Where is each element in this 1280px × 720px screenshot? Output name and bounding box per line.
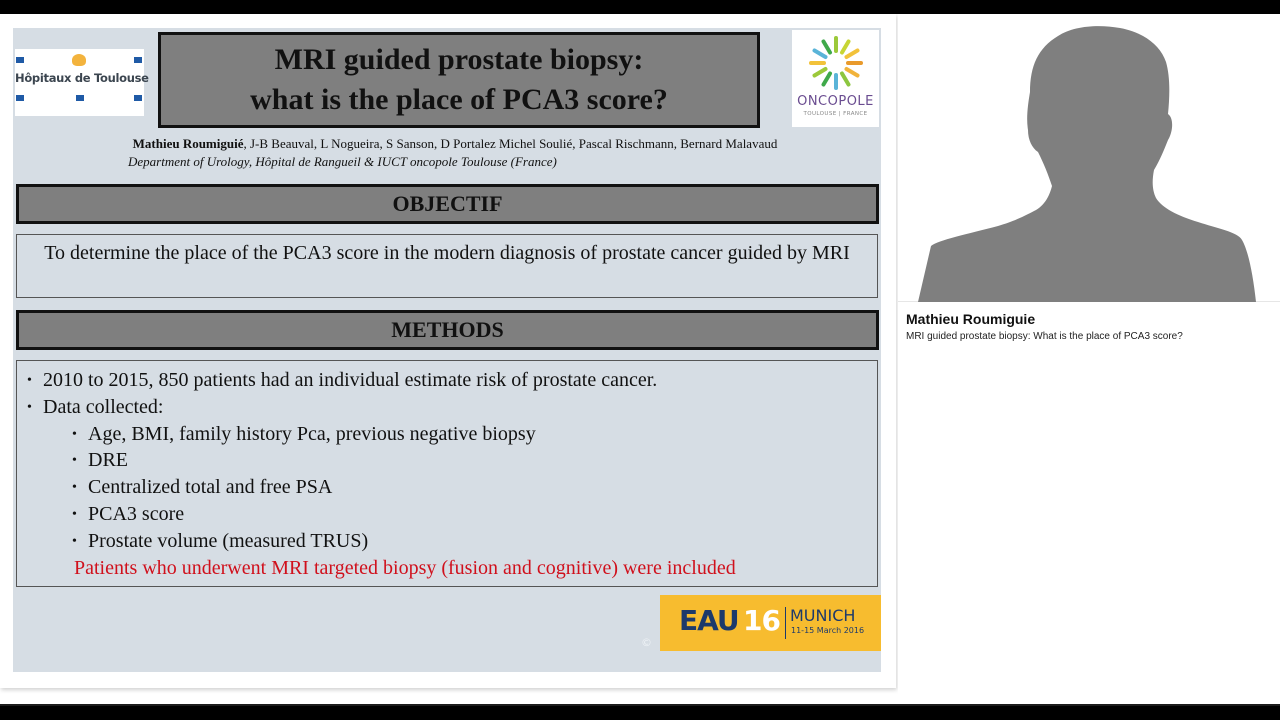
methods-heading: METHODS bbox=[16, 310, 879, 350]
methods-highlight: Patients who underwent MRI targeted biopsy (fusion and cognitive) were included bbox=[74, 557, 736, 579]
oncopole-logo-name: ONCOPOLE bbox=[797, 94, 874, 109]
oncopole-sunburst-icon bbox=[808, 34, 864, 92]
eau-text: EAU bbox=[679, 604, 739, 637]
title-line-1: MRI guided prostate biopsy: bbox=[274, 43, 644, 76]
logo-square-icon bbox=[16, 57, 24, 63]
logo-square-icon bbox=[134, 57, 142, 63]
department: Department of Urology, Hôpital de Rangueil & IUCT oncopole Toulouse (France) bbox=[128, 154, 557, 169]
person-silhouette-icon bbox=[898, 14, 1280, 302]
title-line-2: what is the place of PCA3 score? bbox=[250, 83, 668, 116]
speaker-name: Mathieu Roumiguie bbox=[906, 311, 1036, 327]
methods-sub-bullet: • Prostate volume (measured TRUS) bbox=[72, 528, 368, 555]
copyright-mark: © bbox=[641, 636, 652, 649]
speaker-photo bbox=[898, 14, 1280, 302]
logo-square-icon bbox=[134, 95, 142, 101]
shell-icon bbox=[72, 54, 86, 66]
eau-year: 16 bbox=[743, 604, 780, 637]
hopitaux-logo-text: Hôpitaux de Toulouse bbox=[15, 71, 149, 85]
bullet-icon: • bbox=[72, 534, 77, 549]
bottom-black-bar bbox=[0, 704, 1280, 720]
slide-title bbox=[158, 32, 760, 128]
bullet-icon: • bbox=[72, 480, 77, 495]
methods-sub-bullet: • Age, BMI, family history Pca, previous negative biopsy bbox=[72, 421, 536, 448]
logo-square-icon bbox=[16, 95, 24, 101]
objectif-heading: OBJECTIF bbox=[16, 184, 879, 224]
bullet-icon: • bbox=[72, 507, 77, 522]
author-list bbox=[0, 136, 910, 152]
bullet-icon: • bbox=[72, 427, 77, 442]
speaker-panel bbox=[898, 14, 1280, 704]
bullet-icon: • bbox=[27, 373, 32, 388]
methods-sub-bullet: • DRE bbox=[72, 447, 128, 474]
methods-bullet: • Data collected: bbox=[27, 394, 164, 421]
eau16-munich-logo bbox=[660, 595, 881, 651]
talk-title: MRI guided prostate biopsy: What is the place of PCA3 score? bbox=[906, 331, 1183, 342]
objectif-text: To determine the place of the PCA3 score in the modern diagnosis of prostate cancer guided by MRI bbox=[16, 234, 878, 298]
oncopole-logo-subtitle: TOULOUSE | FRANCE bbox=[803, 111, 868, 117]
methods-content bbox=[16, 360, 878, 587]
methods-sub-bullet: • Centralized total and free PSA bbox=[72, 474, 332, 501]
methods-sub-bullet: • PCA3 score bbox=[72, 501, 184, 528]
hopitaux-toulouse-logo bbox=[15, 49, 149, 116]
logo-divider bbox=[785, 607, 786, 639]
oncopole-logo bbox=[792, 30, 879, 127]
bullet-icon: • bbox=[72, 453, 77, 468]
top-black-bar bbox=[0, 0, 1280, 14]
conference-dates: 11-15 March 2016 bbox=[791, 626, 865, 635]
bullet-icon: • bbox=[27, 400, 32, 415]
methods-bullet: • 2010 to 2015, 850 patients had an individual estimate risk of prostate cancer. bbox=[27, 367, 657, 394]
conference-city: MUNICH bbox=[790, 606, 856, 625]
co-authors: , J-B Beauval, L Nogueira, S Sanson, D Portalez Michel Soulié, Pascal Rischmann, Bernard Malavaud bbox=[243, 136, 778, 151]
logo-square-icon bbox=[76, 95, 84, 101]
lead-author: Mathieu Roumiguié bbox=[132, 136, 244, 151]
